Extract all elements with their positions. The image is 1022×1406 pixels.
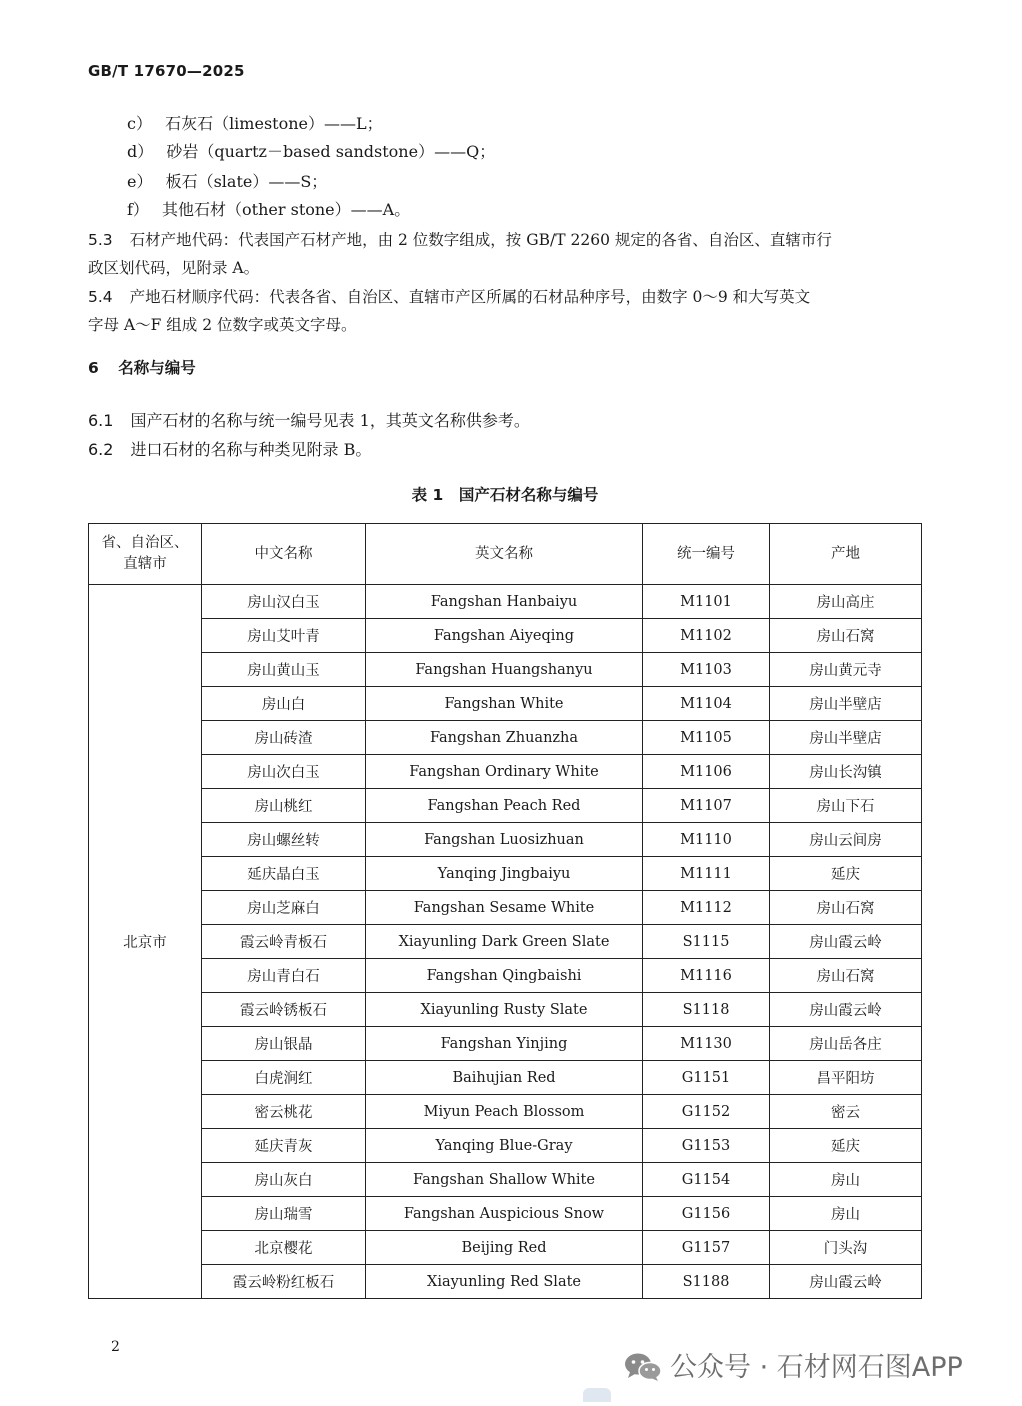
origin-cell: 昌平阳坊 <box>770 1061 922 1095</box>
stone-name-table <box>88 523 922 1299</box>
header-origin: 产地 <box>770 524 922 585</box>
table-row <box>89 1095 922 1129</box>
clause-text: 国产石材的名称与统一编号见表 1，其英文名称供参考。 <box>130 411 530 430</box>
clause-6-1 <box>88 411 530 431</box>
clause-number: 6.1 <box>88 411 114 430</box>
clause-number: 6.2 <box>88 440 114 459</box>
table-header-row <box>89 524 922 585</box>
cn-name-cell: 房山次白玉 <box>202 755 366 789</box>
cn-name-cell: 房山黄山玉 <box>202 653 366 687</box>
table-row <box>89 857 922 891</box>
en-name-cell: Baihujian Red <box>366 1061 643 1095</box>
cn-name-cell: 北京樱花 <box>202 1231 366 1265</box>
origin-cell: 房山高庄 <box>770 585 922 619</box>
cn-name-cell: 房山芝麻白 <box>202 891 366 925</box>
header-en-name: 英文名称 <box>366 524 643 585</box>
en-name-cell: Miyun Peach Blossom <box>366 1095 643 1129</box>
clause-text-line1: 石材产地代码：代表国产石材产地，由 2 位数字组成，按 GB/T 2260 规定的各省、自治区、直辖市行 <box>129 231 832 249</box>
header-province <box>89 524 202 585</box>
list-item-e <box>127 172 327 192</box>
table-row <box>89 755 922 789</box>
origin-cell: 延庆 <box>770 1129 922 1163</box>
clause-6-2 <box>88 440 371 460</box>
origin-cell: 房山半壁店 <box>770 687 922 721</box>
en-name-cell: Fangshan Shallow White <box>366 1163 643 1197</box>
origin-cell: 房山石窝 <box>770 959 922 993</box>
cn-name-cell: 白虎涧红 <box>202 1061 366 1095</box>
cn-name-cell: 房山白 <box>202 687 366 721</box>
en-name-cell: Fangshan Yinjing <box>366 1027 643 1061</box>
header-cn-name: 中文名称 <box>202 524 366 585</box>
origin-cell: 房山下石 <box>770 789 922 823</box>
origin-cell: 房山长沟镇 <box>770 755 922 789</box>
table-row <box>89 687 922 721</box>
en-name-cell: Fangshan Ordinary White <box>366 755 643 789</box>
en-name-cell: Fangshan Hanbaiyu <box>366 585 643 619</box>
table-row <box>89 653 922 687</box>
cn-name-cell: 房山汉白玉 <box>202 585 366 619</box>
cn-name-cell: 霞云岭青板石 <box>202 925 366 959</box>
list-marker: f） <box>127 200 149 219</box>
table-row <box>89 1197 922 1231</box>
cn-name-cell: 房山螺丝转 <box>202 823 366 857</box>
en-name-cell: Xiayunling Rusty Slate <box>366 993 643 1027</box>
en-name-cell: Xiayunling Red Slate <box>366 1265 643 1299</box>
code-cell: M1102 <box>643 619 770 653</box>
list-marker: e） <box>127 172 153 191</box>
list-text: 板石（slate）——S； <box>165 172 328 191</box>
clause-number: 5.3 <box>88 231 113 249</box>
origin-cell: 房山岳各庄 <box>770 1027 922 1061</box>
cn-name-cell: 房山青白石 <box>202 959 366 993</box>
origin-cell: 房山霞云岭 <box>770 993 922 1027</box>
code-cell: G1154 <box>643 1163 770 1197</box>
code-cell: G1152 <box>643 1095 770 1129</box>
code-cell: S1188 <box>643 1265 770 1299</box>
list-marker: c） <box>127 114 152 133</box>
origin-cell: 房山霞云岭 <box>770 925 922 959</box>
table-row <box>89 823 922 857</box>
province-cell: 北京市 <box>89 585 202 1299</box>
origin-cell: 房山石窝 <box>770 619 922 653</box>
list-text: 石灰石（limestone）——L； <box>165 114 383 133</box>
table-row <box>89 789 922 823</box>
en-name-cell: Fangshan White <box>366 687 643 721</box>
table-row <box>89 585 922 619</box>
cn-name-cell: 房山银晶 <box>202 1027 366 1061</box>
list-marker: d） <box>127 142 154 161</box>
header-code: 统一编号 <box>643 524 770 585</box>
clause-5-3-continued: 政区划代码，见附录 A。 <box>88 259 260 277</box>
watermark-text: 公众号 · 石材网石图APP <box>670 1352 963 1383</box>
code-cell: G1153 <box>643 1129 770 1163</box>
standard-code-header: GB/T 17670—2025 <box>88 62 245 80</box>
page-edge-mark <box>583 1388 611 1402</box>
code-cell: M1110 <box>643 823 770 857</box>
cn-name-cell: 霞云岭粉红板石 <box>202 1265 366 1299</box>
en-name-cell: Fangshan Luosizhuan <box>366 823 643 857</box>
code-cell: M1130 <box>643 1027 770 1061</box>
code-cell: M1112 <box>643 891 770 925</box>
cn-name-cell: 房山艾叶青 <box>202 619 366 653</box>
cn-name-cell: 房山瑞雪 <box>202 1197 366 1231</box>
cn-name-cell: 霞云岭锈板石 <box>202 993 366 1027</box>
en-name-cell: Fangshan Huangshanyu <box>366 653 643 687</box>
en-name-cell: Xiayunling Dark Green Slate <box>366 925 643 959</box>
header-province-line1: 省、自治区、 <box>101 535 189 551</box>
en-name-cell: Fangshan Sesame White <box>366 891 643 925</box>
origin-cell: 房山石窝 <box>770 891 922 925</box>
code-cell: G1157 <box>643 1231 770 1265</box>
code-cell: M1116 <box>643 959 770 993</box>
origin-cell: 延庆 <box>770 857 922 891</box>
list-text: 其他石材（other stone）——A。 <box>162 200 411 219</box>
table-row <box>89 1163 922 1197</box>
table-row <box>89 1061 922 1095</box>
section-number: 6 <box>88 359 99 377</box>
origin-cell: 房山 <box>770 1197 922 1231</box>
list-item-f <box>127 200 410 220</box>
clause-text: 进口石材的名称与种类见附录 B。 <box>130 440 372 459</box>
table-row <box>89 1129 922 1163</box>
en-name-cell: Fangshan Peach Red <box>366 789 643 823</box>
code-cell: M1111 <box>643 857 770 891</box>
clause-text-line1: 产地石材顺序代码：代表各省、自治区、直辖市产区所属的石材品种序号，由数字 0～9 和大写英文 <box>129 288 811 306</box>
section-title: 名称与编号 <box>118 359 196 377</box>
origin-cell: 房山黄元寺 <box>770 653 922 687</box>
code-cell: M1106 <box>643 755 770 789</box>
code-cell: S1115 <box>643 925 770 959</box>
list-text: 砂岩（quartz－based sandstone）——Q； <box>166 142 496 161</box>
table-row <box>89 619 922 653</box>
origin-cell: 密云 <box>770 1095 922 1129</box>
cn-name-cell: 房山灰白 <box>202 1163 366 1197</box>
origin-cell: 房山半壁店 <box>770 721 922 755</box>
page-number: 2 <box>111 1339 120 1355</box>
section-6-heading <box>88 358 196 378</box>
en-name-cell: Fangshan Zhuanzha <box>366 721 643 755</box>
clause-5-4-continued: 字母 A～F 组成 2 位数字或英文字母。 <box>88 316 357 334</box>
clause-5-4 <box>88 287 810 307</box>
en-name-cell: Fangshan Aiyeqing <box>366 619 643 653</box>
en-name-cell: Beijing Red <box>366 1231 643 1265</box>
table-row <box>89 721 922 755</box>
clause-number: 5.4 <box>88 288 113 306</box>
code-cell: M1105 <box>643 721 770 755</box>
en-name-cell: Fangshan Auspicious Snow <box>366 1197 643 1231</box>
table-row <box>89 1231 922 1265</box>
header-province-line2: 直辖市 <box>123 556 167 572</box>
cn-name-cell: 延庆青灰 <box>202 1129 366 1163</box>
code-cell: G1156 <box>643 1197 770 1231</box>
origin-cell: 房山霞云岭 <box>770 1265 922 1299</box>
code-cell: M1103 <box>643 653 770 687</box>
table-row <box>89 1265 922 1299</box>
cn-name-cell: 密云桃花 <box>202 1095 366 1129</box>
cn-name-cell: 房山桃红 <box>202 789 366 823</box>
table-row <box>89 891 922 925</box>
list-item-d <box>127 142 495 162</box>
code-cell: M1107 <box>643 789 770 823</box>
code-cell: S1118 <box>643 993 770 1027</box>
en-name-cell: Yanqing Jingbaiyu <box>366 857 643 891</box>
table-row <box>89 993 922 1027</box>
origin-cell: 门头沟 <box>770 1231 922 1265</box>
wechat-icon <box>624 1352 662 1382</box>
cn-name-cell: 延庆晶白玉 <box>202 857 366 891</box>
watermark <box>624 1345 963 1384</box>
en-name-cell: Yanqing Blue-Gray <box>366 1129 643 1163</box>
origin-cell: 房山 <box>770 1163 922 1197</box>
code-cell: M1101 <box>643 585 770 619</box>
code-cell: G1151 <box>643 1061 770 1095</box>
table-row <box>89 1027 922 1061</box>
clause-5-3 <box>88 230 832 250</box>
cn-name-cell: 房山砖渣 <box>202 721 366 755</box>
table-caption: 表 1 国产石材名称与编号 <box>411 486 599 504</box>
origin-cell: 房山云间房 <box>770 823 922 857</box>
list-item-c <box>127 114 383 134</box>
code-cell: M1104 <box>643 687 770 721</box>
en-name-cell: Fangshan Qingbaishi <box>366 959 643 993</box>
table-row <box>89 959 922 993</box>
table-row <box>89 925 922 959</box>
